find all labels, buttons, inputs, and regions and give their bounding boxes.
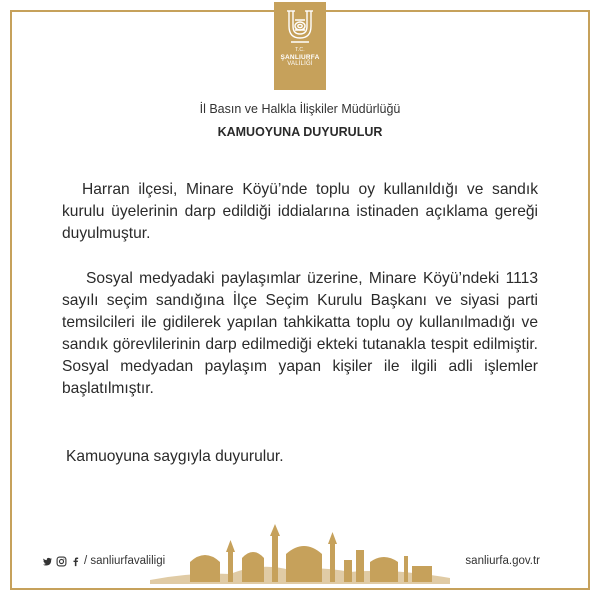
twitter-icon[interactable] bbox=[42, 556, 53, 567]
announcement-title: KAMUOYUNA DUYURULUR bbox=[217, 125, 383, 139]
social-links bbox=[42, 555, 165, 567]
department-name: İl Basın ve Halkla İlişkiler Müdürlüğü bbox=[199, 102, 401, 116]
paragraph-1: Harran ilçesi, Minare Köyü’nde toplu oy kullanıldığı ve sandık kurulu üyelerinin darp edildiği iddialarına istinaden açıklama gereği duyulmuştur. bbox=[62, 181, 538, 242]
social-handle[interactable]: / sanliurfavaliligi bbox=[84, 555, 166, 567]
logo-tc: T.C. bbox=[295, 47, 305, 53]
city-skyline-illustration bbox=[150, 522, 450, 584]
logo-subtitle: VALİLİĞİ bbox=[287, 61, 313, 67]
governorship-logo bbox=[274, 2, 326, 90]
website-link[interactable]: sanliurfa.gov.tr bbox=[465, 555, 540, 567]
paragraph-2: Sosyal medyadaki paylaşımlar üzerine, Minare Köyü’ndeki 1113 sayılı seçim sandığına İlçe Seçim Kurulu Başkanı ve siyasi parti temsilcileri ile gidilerek yapılan tahkikatta toplu oy kullanılmadığı ve sandık görevlilerinin darp edilmediği ekteki tutanakla tespit edilmiştir. Sosyal medyadan paylaşım yapan kişiler ile ilgili adli işlemler başlatılmıştır. bbox=[62, 270, 538, 397]
facebook-icon[interactable] bbox=[70, 556, 81, 567]
instagram-icon[interactable] bbox=[56, 556, 67, 567]
paragraph-3: Kamuoyuna saygıyla duyurulur. bbox=[66, 448, 284, 465]
logo-name: ŞANLIURFA bbox=[280, 54, 320, 61]
emblem-icon bbox=[283, 8, 317, 46]
